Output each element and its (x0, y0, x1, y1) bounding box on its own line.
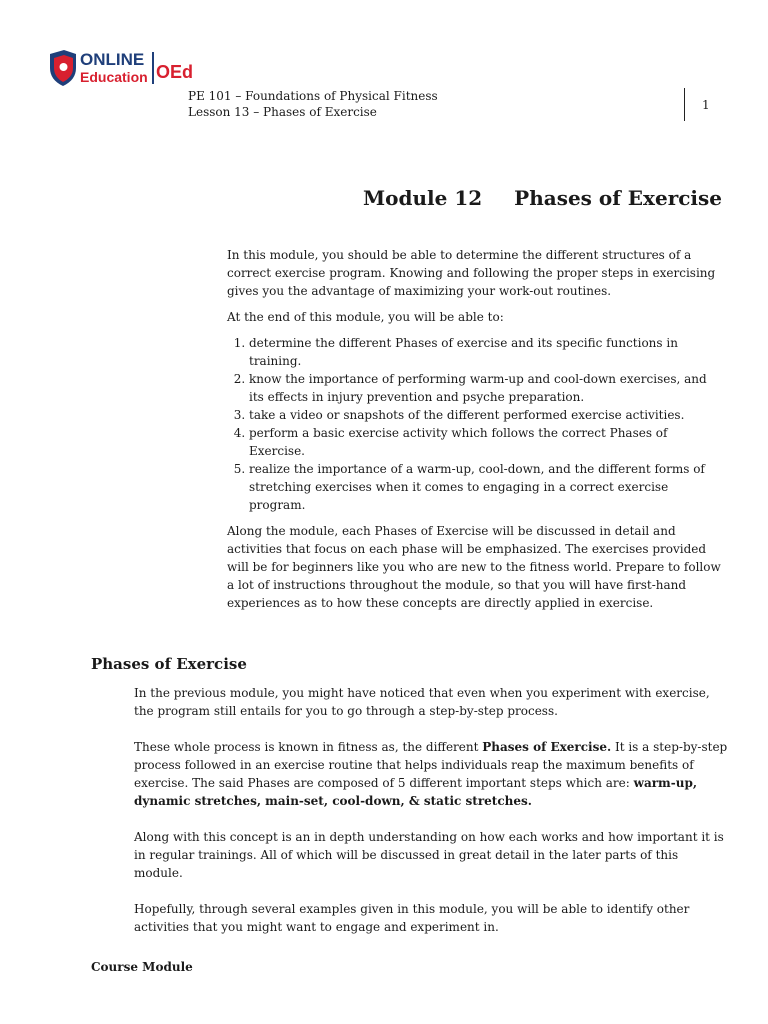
logo-brand-bottom: Education (80, 69, 148, 85)
p2-bold-term: Phases of Exercise. (482, 740, 612, 754)
section-body (134, 684, 728, 954)
objective-item: 4. perform a basic exercise activity which follows the correct Phases of Exercise. (249, 424, 725, 460)
section-heading: Phases of Exercise (91, 655, 247, 673)
p2-text-b: It is a step-by-step process followed in an exercise routine that helps individuals reap the maximum benefits of exercise. The said Phases are composed of 5 different important steps which are: (134, 740, 728, 790)
logo-brand-top: ONLINE (80, 50, 145, 69)
module-name: Phases of Exercise (514, 186, 722, 210)
document-header (188, 88, 438, 120)
section-paragraph-3: Along with this concept is an in depth understanding on how each works and how important it is in regular trainings. All of which will be discussed in great detail in the later parts of this module. (134, 830, 724, 880)
course-module-footer: Course Module (91, 960, 193, 974)
course-title: PE 101 – Foundations of Physical Fitness (188, 89, 438, 103)
intro-paragraph-3: Along the module, each Phases of Exercise will be discussed in detail and activities that focus on each phase will be emphasized. The exercises provided will be for beginners like you who are new to the fitness world. Prepare to follow a lot of instructions throughout the module, so that you will have first-hand experiences as to how these concepts are directly applied in exercise. (227, 524, 721, 610)
section-paragraph-2 (134, 738, 728, 810)
logo-brand-abbr: OEd (156, 62, 194, 82)
objective-item: 1. determine the different Phases of exercise and its specific functions in training. (249, 334, 725, 370)
intro-paragraph-1: In this module, you should be able to determine the different structures of a correct exercise program. Knowing and following the proper steps in exercising gives you the advantage of maximizing your work-out routines. (227, 248, 716, 298)
p2-text-a: These whole process is known in fitness as, the different (134, 740, 483, 754)
module-title (363, 186, 722, 210)
module-number: Module 12 (363, 186, 483, 210)
objective-item: 5. realize the importance of a warm-up, cool-down, and the different forms of stretching exercises when it comes to engaging in a correct exercise program. (249, 460, 725, 514)
module-intro (227, 246, 725, 620)
online-education-logo (46, 46, 206, 90)
section-paragraph-1: In the previous module, you might have noticed that even when you experiment with exercise, the program still entails for you to go through a step-by-step process. (134, 686, 710, 718)
page-number: 1 (702, 98, 710, 112)
p2-bold-list: warm-up, dynamic stretches, main-set, cool-down, & static stretches. (134, 776, 698, 808)
header-divider (684, 88, 685, 121)
intro-paragraph-2: At the end of this module, you will be able to: (227, 310, 504, 324)
objective-item: 3. take a video or snapshots of the different performed exercise activities. (249, 406, 725, 424)
section-paragraph-4: Hopefully, through several examples given in this module, you will be able to identify other activities that you might want to engage and experiment in. (134, 902, 690, 934)
objectives-list (227, 334, 725, 514)
lesson-title: Lesson 13 – Phases of Exercise (188, 105, 377, 119)
objective-item: 2. know the importance of performing warm-up and cool-down exercises, and its effects in injury prevention and psyche preparation. (249, 370, 725, 406)
